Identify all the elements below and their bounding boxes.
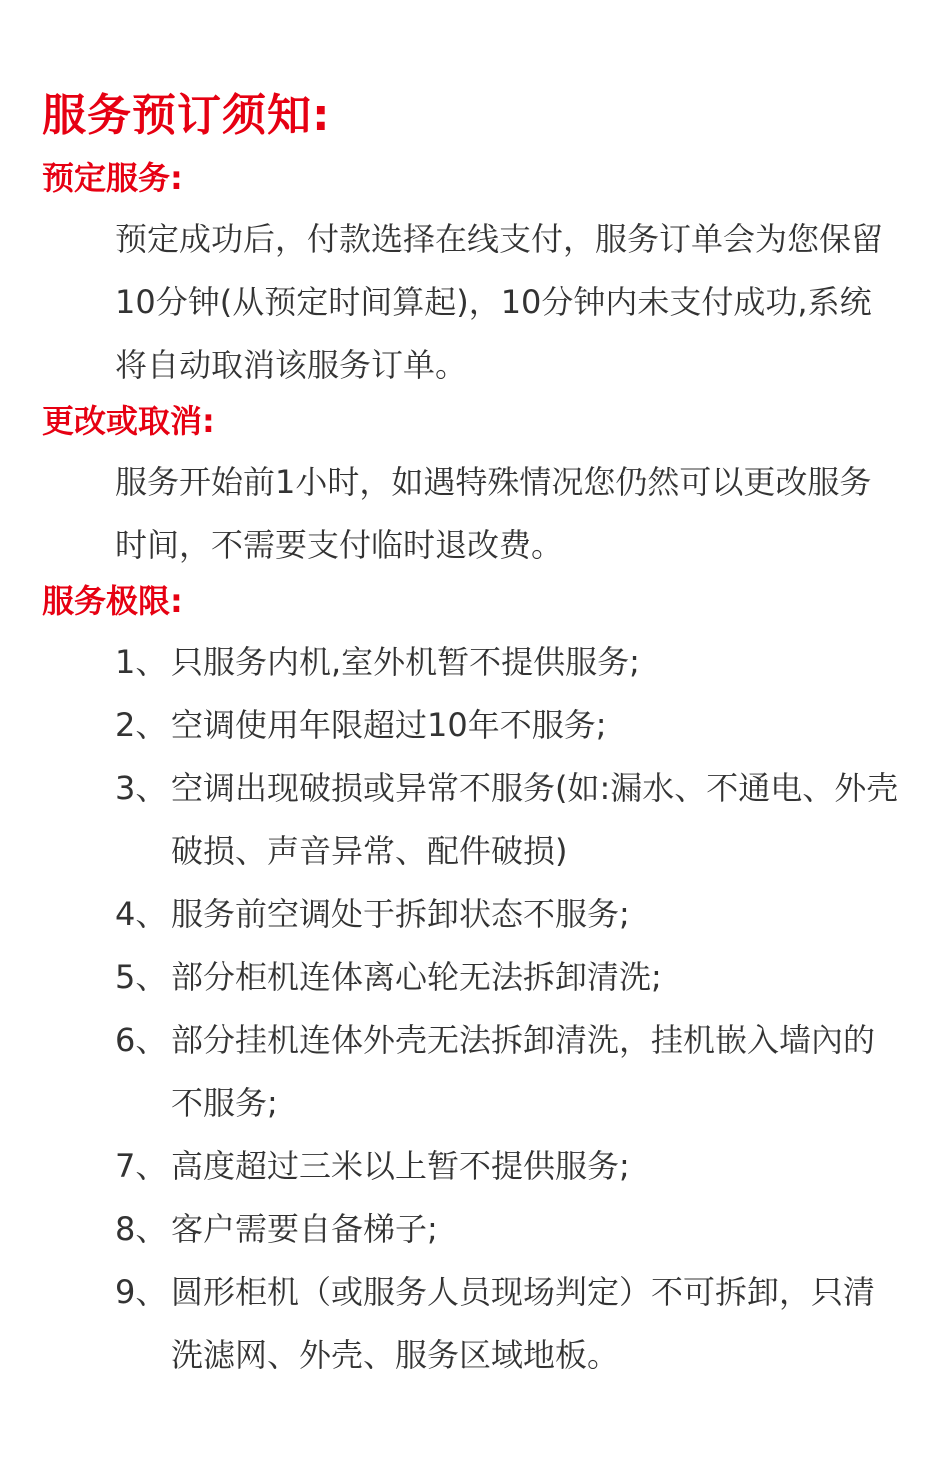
list-item (115, 1009, 905, 1135)
list-item (115, 1198, 905, 1261)
section-heading-change-cancel: 更改或取消: (42, 402, 215, 440)
list-item (115, 1261, 905, 1387)
section-change-cancel (0, 397, 928, 577)
list-item-text: 部分挂机连体外壳无法拆卸清洗，挂机嵌入墙內的不服务; (171, 1021, 876, 1122)
list-item-text: 只服务内机,室外机暂不提供服务; (171, 643, 640, 681)
list-item-number: 3、 (115, 769, 168, 807)
section-booking (0, 154, 928, 397)
section-heading-booking: 预定服务: (42, 159, 183, 197)
list-item (115, 631, 905, 694)
list-item-number: 2、 (115, 706, 168, 744)
list-item-text: 圆形柜机（或服务人员现场判定）不可拆卸，只清洗滤网、外壳、服务区域地板。 (171, 1273, 876, 1374)
booking-paragraph: 预定成功后，付款选择在线支付，服务订单会为您保留10分钟(从预定时间算起)，10分钟内未支付成功,系统将自动取消该服务订单。 (115, 220, 884, 384)
list-item-number: 7、 (115, 1147, 168, 1185)
list-item-number: 9、 (115, 1273, 168, 1311)
list-item-text: 客户需要自备梯子; (171, 1210, 438, 1248)
list-item (115, 1135, 905, 1198)
list-item-text: 空调使用年限超过10年不服务; (171, 706, 607, 744)
section-limits (0, 577, 928, 1387)
list-item-number: 1、 (115, 643, 168, 681)
list-item-number: 4、 (115, 895, 168, 933)
list-item (115, 883, 905, 946)
list-item-number: 6、 (115, 1021, 168, 1059)
list-item-text: 服务前空调处于拆卸状态不服务; (171, 895, 630, 933)
change-cancel-paragraph: 服务开始前1小时，如遇特殊情况您仍然可以更改服务时间，不需要支付临时退改费。 (115, 463, 872, 564)
list-item-text: 部分柜机连体离心轮无法拆卸清洗; (171, 958, 662, 996)
list-item-number: 8、 (115, 1210, 168, 1248)
list-item-text: 高度超过三米以上暂不提供服务; (171, 1147, 630, 1185)
section-heading-limits: 服务极限: (42, 582, 183, 620)
limits-list (0, 631, 928, 1387)
list-item (115, 946, 905, 1009)
page-title: 服务预订须知: (42, 90, 331, 141)
list-item (115, 694, 905, 757)
list-item-text: 空调出现破损或异常不服务(如:漏水、不通电、外壳破损、声音异常、配件破损) (171, 769, 899, 870)
list-item (115, 757, 905, 883)
list-item-number: 5、 (115, 958, 168, 996)
